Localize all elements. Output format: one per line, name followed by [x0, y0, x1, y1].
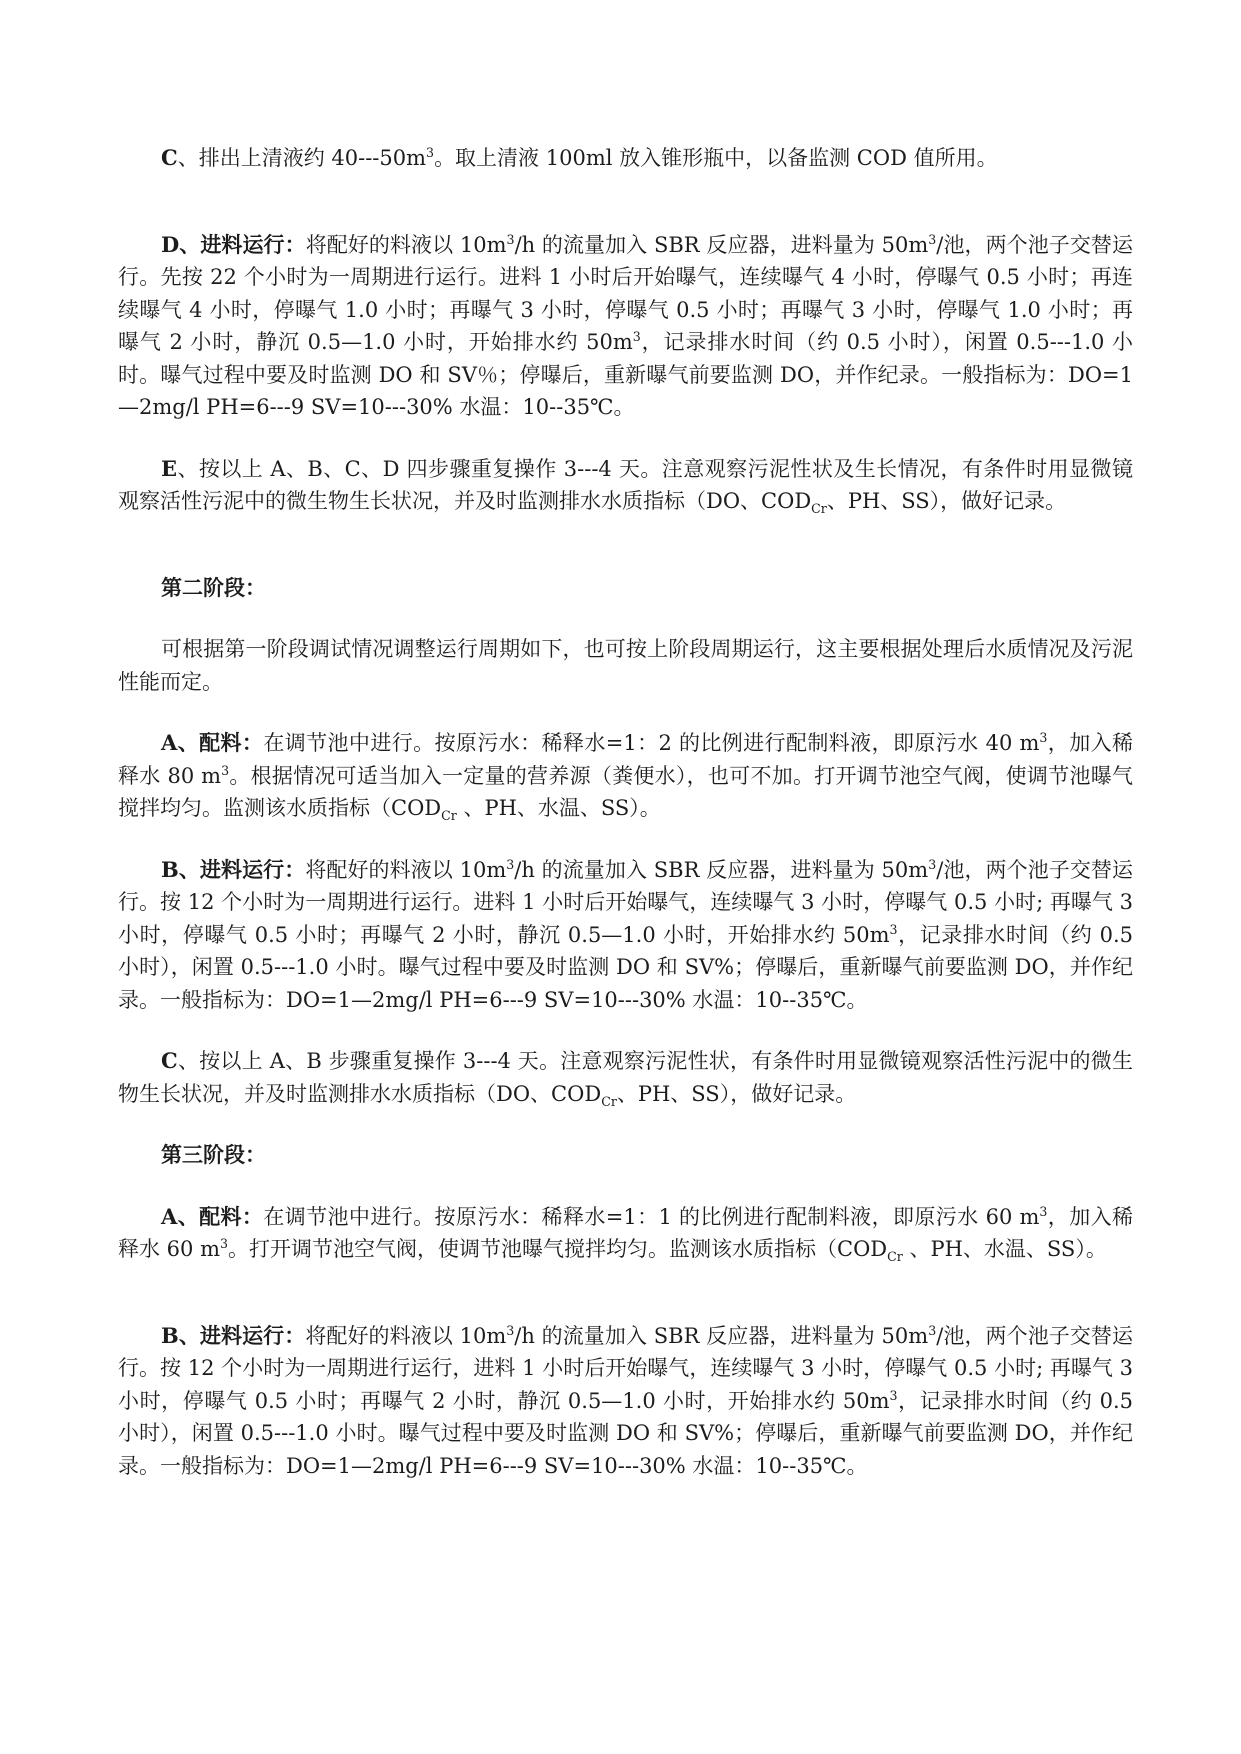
superscript: 3 [426, 145, 435, 160]
text-run: /池，两个池子交替运行。按 12 个小时为一周期进行运行，进料 1 小时后开始曝气，连续曝气 3 小时，停曝气 0.5 小时; 再曝气 3 小时，停曝气 0.5 小时；再曝气 2 小时，静沉 0.5—1.0 小时，开始排水约 50m [118, 1323, 1134, 1413]
superscript: 3 [928, 856, 937, 872]
text-run: 。取上清液 100ml 放入锥形瓶中，以备监测 COD 值所用。 [434, 146, 998, 170]
paragraph-stage-two-c-repeat-steps [118, 1045, 1133, 1110]
bold-label: E [161, 455, 178, 481]
text-run: 、PH、水温、SS）。 [902, 1237, 1107, 1261]
text-run: 。根据情况可适当加入一定量的营养源（粪便水），也可不加。打开调节池空气阀，使调节池曝气搅拌均匀。监测该水质指标（COD [118, 763, 1133, 820]
text-run: ，加入稀释水 80 m [118, 731, 1133, 788]
superscript: 3 [928, 231, 937, 247]
text-run: 、按以上 A、B 步骤重复操作 3---4 天。注意观察污泥性状，有条件时用显微镜观察活性污泥中的微生物生长状况，并及时监测排水水质指标（DO、COD [118, 1049, 1133, 1106]
heading-stage-three [118, 1139, 1133, 1172]
paragraph-stage-two-intro [118, 633, 1133, 698]
text-run: ，记录排水时间（约 0.5 小时），闲置 0.5---1.0 小时。曝气过程中要及时监测 DO 和 SV%；停曝后，重新曝气前要监测 DO，并作纪录。一般指标为：DO=1—2mg/l PH=6---9 SV=10---30% 水温：10--35℃。 [118, 922, 1133, 1012]
heading-stage-two [118, 572, 1133, 605]
superscript: 3 [928, 1322, 937, 1338]
text-run: 在调节池中进行。按原污水：稀释水=1：1 的比例进行配制料液，即原污水 60 m [263, 1204, 1040, 1229]
text-run: ，记录排水时间（约 0.5 小时），闲置 0.5---1.0 小时。曝气过程中要及时监测 DO 和 SV％；停曝后，重新曝气前要监测 DO，并作纪录。一般指标为：DO=1—2mg/l PH=6---9 SV=10---30% 水温：10--35℃。 [118, 330, 1133, 419]
text-run: /h 的流量加入 SBR 反应器，进料量为 50m [514, 232, 929, 257]
bold-label: A、配料： [161, 1203, 264, 1229]
subscript: Cr [601, 1093, 617, 1109]
paragraph-d-feed-operation [118, 229, 1133, 424]
text-run: 在调节池中进行。按原污水：稀释水=1：2 的比例进行配制料液，即原污水 40 m [263, 731, 1040, 755]
paragraph-c-discharge-supernatant [118, 142, 1133, 175]
text-run: 第二阶段： [161, 574, 266, 600]
bold-label: B、进料运行： [161, 856, 306, 882]
text-run: 、PH、水温、SS）。 [456, 796, 661, 820]
bold-label: B、进料运行： [161, 1322, 306, 1348]
bold-label: D、进料运行： [161, 231, 306, 257]
document-page [118, 142, 1133, 1482]
text-run: /h 的流量加入 SBR 反应器，进料量为 50m [514, 857, 929, 882]
superscript: 3 [889, 1387, 898, 1403]
subscript: Cr [887, 1249, 903, 1265]
text-run: 、PH、SS），做好记录。 [616, 1081, 857, 1106]
paragraph-stage-three-a-batching [118, 1201, 1133, 1266]
superscript: 3 [221, 762, 230, 778]
text-run: 。打开调节池空气阀，使调节池曝气搅拌均匀。监测该水质指标（COD [228, 1237, 888, 1261]
paragraph-e-repeat-steps [118, 453, 1133, 518]
text-run: /池，两个池子交替运行。先按 22 个小时为一周期进行运行。进料 1 小时后开始曝气，连续曝气 4 小时，停曝气 0.5 小时；再连续曝气 4 小时，停曝气 1.0 小时；再曝气 3 小时，停曝气 0.5 小时；再曝气 3 小时，停曝气 1.0 小时；再曝气 2 小时，静沉 0.5—1.0 小时，开始排水约 50m [118, 232, 1133, 354]
superscript: 3 [220, 1236, 229, 1251]
text-run: 、PH、SS），做好记录。 [826, 489, 1067, 513]
text-run: /池，两个池子交替运行。按 12 个小时为一周期进行运行。进料 1 小时后开始曝气，连续曝气 3 小时，停曝气 0.5 小时; 再曝气 3 小时，停曝气 0.5 小时；再曝气 2 小时，静沉 0.5—1.0 小时，开始排水约 50m [118, 857, 1134, 947]
superscript: 3 [889, 921, 898, 937]
text-run: /h 的流量加入 SBR 反应器，进料量为 50m [514, 1323, 929, 1348]
text-run: 将配好的料液以 10m [305, 857, 507, 882]
superscript: 3 [506, 1322, 515, 1338]
superscript: 3 [506, 231, 515, 247]
text-run: 、排出上清液约 40---50m [177, 146, 427, 170]
text-run: 可根据第一阶段调试情况调整运行周期如下，也可按上阶段周期运行，这主要根据处理后水质情况及污泥性能而定。 [118, 637, 1133, 694]
superscript: 3 [632, 329, 641, 344]
superscript: 3 [1039, 1203, 1048, 1219]
text-run: ，记录排水时间（约 0.5 小时），闲置 0.5---1.0 小时。曝气过程中要及时监测 DO 和 SV%；停曝后，重新曝气前要监测 DO，并作纪录。一般指标为：DO=1—2mg/l PH=6---9 SV=10---30% 水温：10--35℃。 [118, 1388, 1133, 1478]
text-run: 将配好的料液以 10m [305, 1323, 507, 1348]
subscript: Cr [811, 501, 827, 517]
paragraph-stage-two-a-batching [118, 727, 1133, 825]
text-run: 、按以上 A、B、C、D 四步骤重复操作 3---4 天。注意观察污泥性状及生长情况，有条件时用显微镜观察活性污泥中的微生物生长状况，并及时监测排水水质指标（DO、COD [118, 456, 1133, 513]
text-run: 第三阶段： [161, 1142, 266, 1167]
text-run: 将配好的料液以 10m [305, 232, 507, 257]
bold-label: A、配料： [161, 730, 264, 755]
bold-label: C [161, 145, 178, 170]
text-run: ，加入稀释水 60 m [118, 1204, 1133, 1261]
paragraph-stage-two-b-feed-operation [118, 854, 1133, 1017]
superscript: 3 [506, 856, 515, 872]
subscript: Cr [441, 808, 457, 824]
superscript: 3 [1039, 730, 1048, 745]
paragraph-stage-three-b-feed-operation [118, 1320, 1133, 1483]
bold-label: C [161, 1048, 178, 1073]
